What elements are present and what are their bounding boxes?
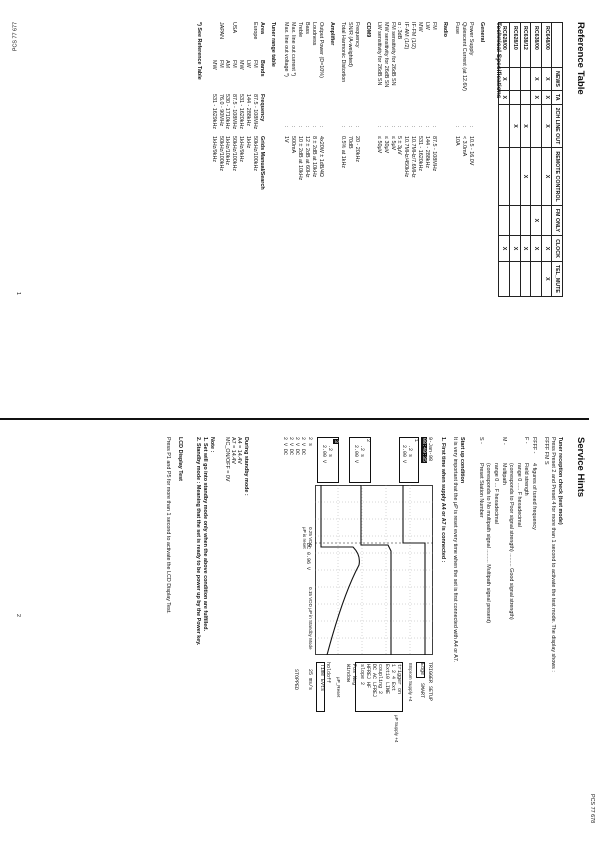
tuner-range-row [217, 22, 224, 190]
tuner-range-cell: 1kHz/9kHz [210, 136, 217, 163]
spec-value: < 3.0mA [461, 136, 468, 157]
tuner-range-cell: 144 - 288kHz [245, 94, 252, 127]
hint-item [529, 437, 537, 623]
waveform-display [315, 485, 433, 655]
trig-on: trigger on [396, 664, 402, 695]
tuner-range-cell: MW [210, 60, 217, 70]
ch2-label: 2 [365, 439, 371, 443]
spec-value: 70dB [347, 136, 354, 149]
reference-col-header [552, 23, 563, 68]
scope-date: 9-Jan-98 [427, 437, 433, 462]
reference-cell [531, 261, 542, 296]
reading-2: 2 V DC [294, 437, 300, 456]
spec-colon: : [354, 126, 360, 128]
hint-text: (corresponds to No multipath signal ......... Multipath signal present) [485, 463, 492, 623]
reference-cell: X [499, 90, 510, 104]
spec-colon: : [318, 126, 324, 128]
spec-label: IF-AM (1/2) [403, 22, 410, 50]
spec-value: 8 ± 2dB at 10kHz [311, 136, 318, 178]
tuner-range-row [230, 22, 237, 190]
hint-key: M - [500, 437, 507, 445]
ann-eeprom: EEprom Supply +4 [408, 663, 413, 702]
reference-cell: X [541, 104, 552, 148]
tuner-range-cell [237, 22, 244, 60]
tuner-range-cell [244, 22, 251, 60]
reading-0: 2 s [307, 437, 313, 447]
tuner-range-row [210, 22, 217, 190]
startup-text: It is very important that the μP is reset every time when the set is first connected with A4 or A7. [452, 437, 458, 663]
hint-text: Preset Station Number [477, 463, 484, 518]
spec-value: ≤ 5μV [389, 136, 396, 151]
reference-cell [520, 90, 531, 104]
spec-colon: : [468, 126, 474, 128]
smart-option[interactable]: SMART [419, 683, 425, 699]
spec-row [460, 22, 467, 216]
tuner-range-cell: 531 - 1620kHz [238, 94, 245, 130]
reference-cell [510, 90, 521, 104]
spec-label: Max. line out current *) [290, 22, 297, 77]
reference-col-header: REMOTE CONTROL [552, 148, 563, 205]
tuner-range-cell [210, 22, 217, 60]
spec-row [346, 22, 353, 216]
reference-col-header: CLOCK [552, 236, 563, 262]
spec-row [389, 22, 396, 216]
general-heading: General [479, 22, 485, 43]
spec-label: MW [417, 22, 424, 32]
spec-colon: : [403, 126, 410, 128]
reference-table-row [520, 23, 531, 297]
amplifier-specs [283, 22, 324, 216]
spec-colon: : [297, 126, 304, 128]
spec-colon: : [304, 126, 311, 128]
ch2-div: .2 s [359, 445, 365, 458]
spec-label: Bass [304, 22, 311, 34]
spec-colon: : [410, 126, 417, 128]
reference-cell: X [541, 148, 552, 205]
window-option[interactable]: Window [345, 664, 351, 683]
hint-item [522, 437, 530, 623]
reference-cell: X [520, 236, 531, 262]
time-byte[interactable]: Time Evts [319, 664, 325, 692]
coupling-options-2[interactable]: HFREJ HF [365, 664, 371, 689]
hint-item [507, 437, 515, 623]
spec-colon: : [417, 126, 424, 128]
coupling: coupling 2 [377, 664, 383, 695]
spec-label: LW sensitivity for 26dB SN [375, 22, 382, 86]
tuner-range-cell: FM [217, 60, 224, 68]
tuner-range-cell: Europe [252, 22, 259, 40]
spec-row [283, 22, 290, 216]
ch1-label: 1 [413, 439, 419, 443]
reference-cell: X [520, 104, 531, 148]
spec-label: Max. line out voltage *) [283, 22, 290, 77]
reference-cell [520, 205, 531, 235]
reference-cell [510, 205, 521, 235]
page-divider [0, 418, 589, 420]
standby-heading: During standby mode : [243, 437, 249, 496]
reference-table-row [510, 23, 521, 297]
spec-value: 1V [283, 136, 290, 143]
spec-value: 10.7MHz/7.6MHz [410, 136, 417, 178]
ch2-scale: 2.00 V [353, 445, 359, 464]
tuner-range-cell: 1kHz/10kHz [224, 136, 231, 166]
hint-text: (corresponds to Poor signal strength) ......... Good signal strength) [508, 463, 515, 620]
spec-label: α : 3dB [396, 22, 403, 40]
reference-cell: RC648/00 [541, 23, 552, 68]
doc-code-left: PCS 77 677 [12, 22, 19, 52]
reference-cell [531, 148, 542, 205]
ch1-scale: 2.00 V [401, 445, 407, 464]
ann-up-supply: μP Supply +4 [394, 715, 399, 743]
ann-vdd: 0.25 VDD [308, 527, 313, 547]
spec-colon: : [461, 126, 468, 128]
spec-colon: : [340, 126, 347, 128]
slope: slope 2 [359, 664, 365, 686]
hint-text: Multipath [500, 463, 507, 485]
hint-item [491, 437, 499, 623]
spec-label: FM sensitivity for 26dB SN [389, 22, 396, 86]
spec-row [402, 22, 409, 216]
coupling-options[interactable]: DC AC LFREJ [371, 664, 377, 698]
tuner-range-cell: 76.0 - 90MHz [217, 94, 224, 127]
hint-text: 4 figures of tuned frequency [531, 463, 537, 530]
spec-colon: : [389, 126, 396, 128]
tuner-range-cell: 1kHz/9kHz [238, 136, 245, 163]
tuner-range-row [244, 22, 251, 190]
reference-table [498, 22, 563, 297]
spec-colon: : [311, 126, 318, 128]
tuner-range-cell: MW [238, 60, 245, 70]
tuner-range-cell: JAPAN [217, 22, 224, 39]
holdoff: holdoff [325, 662, 331, 684]
spec-colon: : [382, 126, 389, 128]
tuner-range-cell: 87.5 - 108MHz [231, 94, 238, 130]
tuner-range-row [251, 22, 258, 190]
tuner-range-cell: 50kHz/100kHz [217, 136, 224, 172]
spec-label: Loudness [311, 22, 318, 46]
reference-cell [541, 205, 552, 235]
edge-option[interactable]: Edge [419, 663, 425, 676]
note-row-0: 1. Set will go into standby mode only when the above condition are fulfilled. [202, 437, 208, 632]
reference-cell [499, 148, 510, 205]
reference-cell [531, 104, 542, 148]
reference-table-header [552, 23, 563, 297]
tuner-hint-list [476, 437, 537, 623]
reference-cell: RC628/10 [510, 23, 521, 68]
note-heading: Note : [209, 437, 215, 453]
spec-value: 4x20W ± 1dB/4Ω [318, 136, 324, 177]
stopped: STOPPED [293, 669, 299, 691]
spec-colon: : [431, 126, 437, 128]
reference-cell: X [499, 68, 510, 91]
tuner-range-row [224, 22, 231, 190]
doc-code-right: PCS 77 678 [589, 794, 595, 824]
first-time-text: 1. First time when supply A4 or A7 is connected : [440, 437, 446, 563]
spec-label: Fuse [454, 22, 461, 34]
reference-cell: X [520, 148, 531, 205]
reference-col-header: 2CH LINE OUT [552, 104, 563, 148]
spec-colon: : [375, 126, 382, 128]
tuner-range-cell [224, 22, 231, 60]
hint-key: F - [523, 437, 530, 444]
spec-value: 10 ± 2dB at 10kHz [297, 136, 304, 181]
spec-row [339, 22, 346, 216]
spec-value: 10A [454, 136, 461, 146]
standby-row-0: A4 = 14.4V [236, 437, 242, 464]
reference-col-header: FM ONLY [552, 205, 563, 235]
spec-colon: : [347, 126, 354, 128]
spec-row [430, 22, 437, 216]
tuner-range-cell: 50kHz/100kHz [231, 136, 238, 172]
tuner-range-cell: 531 - 1629kHz [210, 94, 217, 130]
spec-label: Frequency [354, 22, 360, 48]
spec-colon: : [290, 126, 297, 128]
ch3-label: 3 [333, 440, 339, 444]
page-number-right: 2 [15, 614, 21, 617]
service-hints-title: Service Hints [575, 437, 586, 498]
standby-row-1: A7 = 14.4V [230, 437, 236, 464]
tuner-range-table [210, 22, 265, 190]
reference-table-row [541, 23, 552, 297]
tuner-range-cell: Grids Manual/Search [259, 136, 265, 190]
reference-cell: RC638/12 [520, 23, 531, 68]
ann-up-reset: μP is reset [302, 527, 307, 549]
hint-key [491, 437, 499, 463]
trig-slopes[interactable]: 1 2 4 Ext [390, 664, 396, 692]
hint-key [507, 437, 515, 463]
radio-specs [375, 22, 437, 216]
spec-row [375, 22, 382, 216]
radio-heading: Radio [442, 22, 448, 37]
reading-4: 2 V DC [282, 437, 288, 456]
trig-ext10[interactable]: Ext10 LINE [384, 664, 390, 695]
reference-cell: X [541, 236, 552, 262]
hint-item [484, 437, 492, 623]
spec-value: 87.5 - 108MHz [431, 136, 437, 172]
spec-label: Power Supply [468, 22, 474, 56]
reference-cell [499, 104, 510, 148]
spec-colon: : [454, 126, 461, 128]
ann-standby: 0.15 VDD μP in Standby Mode [308, 587, 313, 650]
spec-label: Output Power (D=10%) [318, 22, 324, 78]
tuner-range-cell: Frequency [259, 94, 265, 122]
tuner-range-row [258, 22, 265, 190]
hint-text: range 0 ... F hexadecimal [493, 463, 500, 524]
reference-cell: RC628/00 [499, 23, 510, 68]
spec-value: 0.5% at 1kHz [340, 136, 347, 169]
spec-row [416, 22, 423, 216]
cdm-specs [339, 22, 360, 216]
reference-cell [510, 148, 521, 205]
time-div: 25 ms/s [307, 669, 313, 691]
reference-table-title: Reference Table [575, 22, 586, 95]
spec-row [396, 22, 403, 216]
reference-cell: X [531, 90, 542, 104]
tuner-range-cell: FM [231, 60, 238, 68]
reference-cell: X [541, 90, 552, 104]
amplifier-heading: Amplifier [329, 22, 335, 46]
reference-cell [520, 68, 531, 91]
reference-cell: X [541, 261, 552, 296]
tuner-range-heading: Tuner range table [270, 22, 276, 67]
hint-key: S - [477, 437, 484, 444]
ch3-div: .2 s [327, 445, 333, 458]
reference-cell: X [531, 236, 542, 262]
startup-heading: Start up condition [459, 437, 465, 484]
tuner-range-cell: LW [245, 60, 252, 68]
footnote: *) See Reference Table [196, 22, 202, 80]
spec-colon: : [396, 126, 403, 128]
note-row-1: 2. Standby mode : Meaning that the set is ready to be power up by the Power key. [195, 437, 201, 646]
spec-colon: : [424, 126, 431, 128]
oscilloscope-capture [268, 437, 433, 747]
reference-col-header: TEL_MUTE [552, 261, 563, 296]
slope-options[interactable]: Pos Neg [351, 664, 357, 686]
tuner-range-cell: 1kHz [245, 136, 252, 149]
spec-colon: : [283, 126, 290, 128]
page-number-left: 1 [15, 292, 21, 295]
spec-value: 144 - 288kHz [424, 136, 431, 169]
spec-row [303, 22, 310, 216]
hint-text: Field strength [523, 463, 530, 496]
tuner-check-heading: Tuner reception check (test mode) [557, 437, 563, 525]
hint-key [514, 437, 522, 463]
hint-key [484, 437, 492, 463]
reference-cell [499, 261, 510, 296]
spec-row [317, 22, 324, 216]
general-specs [453, 22, 474, 216]
tuner-display-text: FFFF FM S [543, 437, 549, 465]
tuner-check-text: Press Preset 2 and Preset 4 for more than 1 second to activate the test mode. The display shows : [550, 437, 556, 672]
standby-row-2: MC_ON/OFF = 0V [224, 437, 230, 482]
hint-item [476, 437, 484, 623]
reference-cell: X [541, 68, 552, 91]
hint-item [499, 437, 507, 623]
lcd-test-heading: LCD Display Test [177, 437, 183, 481]
spec-label: FM [431, 22, 437, 30]
spec-row [467, 22, 474, 216]
tuner-range-cell: 87.5 - 108MHz [252, 94, 259, 130]
tuner-range-cell: Area [259, 22, 265, 34]
reference-cell [499, 205, 510, 235]
ch1-div: .2 s [407, 445, 413, 458]
tech-specs-title: Technical Specifications [495, 22, 502, 99]
spec-label: LW [424, 22, 431, 30]
spec-value: 531 - 1620kHz [417, 136, 424, 172]
reading-1: 2 V DC [300, 437, 306, 456]
spec-row [409, 22, 416, 216]
ann-reset: μP_Reset [336, 677, 341, 698]
spec-row [382, 22, 389, 216]
tuner-range-cell: 50kHz/100kHz [252, 136, 259, 172]
trigger-setup: TRIGGER SETUP [427, 662, 433, 702]
spec-row [423, 22, 430, 216]
lcd-test-text: Press P1 and P5 for more than 1 second to activate the LCD Display Test. [165, 437, 171, 614]
spec-value: 10.7MHz/450kHz [403, 136, 410, 178]
reference-cell: X [499, 236, 510, 262]
spec-row [453, 22, 460, 216]
spec-label: Treble [297, 22, 304, 38]
tuner-range-cell: FM [252, 60, 259, 68]
cdm-heading: CDM9 [365, 22, 371, 38]
tuner-range-cell: 530 - 1710kHz [224, 94, 231, 130]
spec-row [296, 22, 303, 216]
tuner-range-cell: Bands [259, 60, 265, 77]
spec-value: 20 - 20kHz [354, 136, 360, 163]
spec-value: 10.5 - 16.0V [468, 136, 474, 166]
reading-3: 2 V DC [288, 437, 294, 456]
reference-col-header: NEWS [552, 68, 563, 91]
spec-row [353, 22, 360, 216]
reference-cell: X [510, 104, 521, 148]
tuner-range-row [237, 22, 244, 190]
reference-col-header: TA [552, 90, 563, 104]
spec-value: ≤ 50μV [375, 136, 382, 154]
spec-label: IF-FM (1/2) [410, 22, 417, 49]
hint-item [514, 437, 522, 623]
hint-text: range 0 ..... F hexadecimal [515, 463, 522, 527]
reference-cell [520, 261, 531, 296]
spec-value: ≤ 30μV [382, 136, 389, 154]
reference-table-row [531, 23, 542, 297]
ch3-scale: 2.00 V [321, 445, 327, 464]
reference-cell: X [510, 236, 521, 262]
scope-time: 08:49:35 [421, 438, 427, 463]
spec-label: Total Harmonic Distortion [340, 22, 347, 83]
reference-cell: X [531, 68, 542, 91]
scope-dc-reading: DC 0.96 V [305, 543, 311, 571]
spec-row [289, 22, 296, 216]
spec-label: MW sensitivity for 26dB SN [382, 22, 389, 88]
reference-cell [510, 68, 521, 91]
spec-value: 12 ± 2dB at 60Hz [304, 136, 311, 178]
reference-cell: RC638/00 [531, 23, 542, 68]
spec-value: 5 ± 3μV [396, 136, 403, 155]
tuner-range-cell: AM [224, 60, 231, 69]
spec-row [310, 22, 317, 216]
tuner-range-cell: USA [231, 22, 238, 34]
hint-key: FFFF - [531, 437, 537, 454]
spec-label: Quiescent Current (at 12.6V) [461, 22, 468, 91]
spec-label: SN/R (A-weighted) [347, 22, 354, 67]
reference-cell: X [531, 205, 542, 235]
reference-cell [510, 261, 521, 296]
spec-value: 500mA [290, 136, 297, 154]
